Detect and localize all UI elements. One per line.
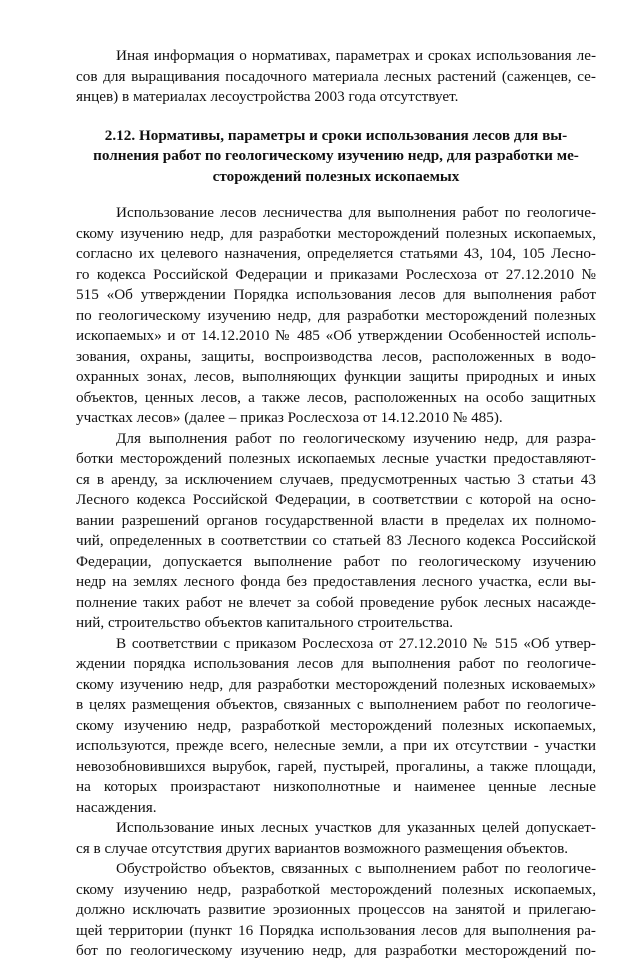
text-line: зования, охраны, защиты, воспроизводства лесов, расположенных в водо- bbox=[76, 347, 596, 365]
text-line: ся в случае отсутствия других вариантов возможного размещения объектов. bbox=[76, 839, 569, 857]
text-line: согласно их целевого назначения, определяется статьями 43, 104, 105 Лесно- bbox=[76, 245, 596, 262]
heading-line: полнения работ по геологическому изучению недр, для разработки ме- bbox=[93, 147, 579, 164]
text-line: используются, прежде всего, нелесные земли, а при их отсутствии - участки bbox=[76, 737, 596, 754]
text-line: по геологическому изучению недр, для разработки месторождений полезных bbox=[76, 306, 596, 324]
text-line: Лесного кодекса Российской Федерации, в соответствии с которой на осно- bbox=[76, 491, 596, 508]
paragraph bbox=[76, 859, 596, 962]
text-line: недр на землях лесного фонда без предоставления лесного участка, если вы- bbox=[76, 573, 596, 590]
text-line: ждении порядка использования лесов для выполнения работ по геологиче- bbox=[76, 655, 596, 672]
text-line: участках лесов» (далее – приказ Рослесхоза от 14.12.2010 № 485). bbox=[76, 409, 503, 426]
text-line: ископаемых» и от 14.12.2010 № 485 «Об утверждении Особенностей исполь- bbox=[76, 327, 596, 344]
section-heading bbox=[76, 126, 596, 188]
text-line: охранных зонах, лесов, выполняющих функции защиты природных и иных bbox=[76, 368, 596, 385]
text-line: Использование иных лесных участков для указанных целей допускает- bbox=[116, 819, 596, 836]
text-line: Использование лесов лесничества для выполнения работ по геологиче- bbox=[116, 204, 596, 221]
text-line: скому изучению недр, для разработки месторождений полезных исковаемых» bbox=[76, 675, 596, 693]
text-line: бот по геологическому изучению недр, для разработки месторождений по- bbox=[76, 942, 596, 959]
text-line: насаждения. bbox=[76, 798, 157, 816]
text-line: сов для выращивания посадочного материала лесных растений (саженцев, се- bbox=[76, 67, 596, 85]
heading-line: 2.12. Нормативы, параметры и сроки использования лесов для вы- bbox=[104, 126, 568, 144]
paragraph bbox=[76, 203, 596, 429]
paragraph bbox=[76, 634, 596, 819]
heading-line: сторождений полезных ископаемых bbox=[212, 167, 460, 185]
text-line: янцев) в материалах лесоустройства 2003 года отсутствует. bbox=[76, 88, 459, 105]
intro-paragraph bbox=[76, 46, 596, 108]
text-line: скому изучению недр, разработкой месторождений полезных ископаемых, bbox=[76, 716, 596, 734]
paragraph bbox=[76, 429, 596, 634]
text-line: Обустройство объектов, связанных с выполнением работ по геологиче- bbox=[116, 860, 596, 877]
text-line: должно исключать развитие эрозионных процессов на занятой и прилегаю- bbox=[76, 901, 596, 918]
text-line: го кодекса Российской Федерации и приказами Рослесхоза от 27.12.2010 № bbox=[76, 265, 596, 283]
text-line: вании разрешений органов государственной власти в пределах их полномо- bbox=[76, 511, 596, 529]
text-line: Федерации, допускается выполнение работ по геологическому изучению bbox=[76, 552, 596, 570]
text-line: невозобновившихся вырубок, гарей, пустырей, прогалины, а также площади, bbox=[76, 757, 596, 775]
text-line: ботки месторождений полезных ископаемых лесные участки предоставляют- bbox=[76, 450, 596, 467]
text-line: ний, строительство объектов капитального строительства. bbox=[76, 614, 454, 631]
paragraph bbox=[76, 818, 596, 859]
text-line: скому изучению недр, разработкой месторождений полезных ископаемых, bbox=[76, 880, 596, 898]
text-line: в целях размещения объектов, связанных с выполнением работ по геологиче- bbox=[76, 696, 596, 713]
text-line: скому изучению недр, для разработки месторождений полезных ископаемых, bbox=[76, 224, 596, 242]
text-line: объектов, ценных лесов, а также лесов, расположенных на особо защитных bbox=[76, 388, 596, 406]
text-line: Иная информация о нормативах, параметрах и сроках использования ле- bbox=[116, 47, 596, 64]
text-line: щей территории (пункт 16 Порядка использования лесов для выполнения ра- bbox=[76, 921, 596, 939]
text-line: 515 «Об утверждении Порядка использования лесов для выполнения работ bbox=[76, 286, 596, 303]
text-line: Для выполнения работ по геологическому изучению недр, для разра- bbox=[116, 429, 596, 447]
text-line: чий, определенных в соответствии со статьей 83 Лесного кодекса Российской bbox=[76, 532, 596, 549]
text-line: ся в аренду, за исключением случаев, предусмотренных частью 3 статьи 43 bbox=[76, 470, 596, 488]
text-line: на которых произрастают низкополнотные и наименее ценные лесные bbox=[76, 778, 596, 795]
text-line: полнение таких работ не влечет за собой проведение рубок лесных насажде- bbox=[76, 593, 596, 611]
text-line: В соответствии с приказом Рослесхоза от 27.12.2010 № 515 «Об утвер- bbox=[116, 634, 596, 652]
